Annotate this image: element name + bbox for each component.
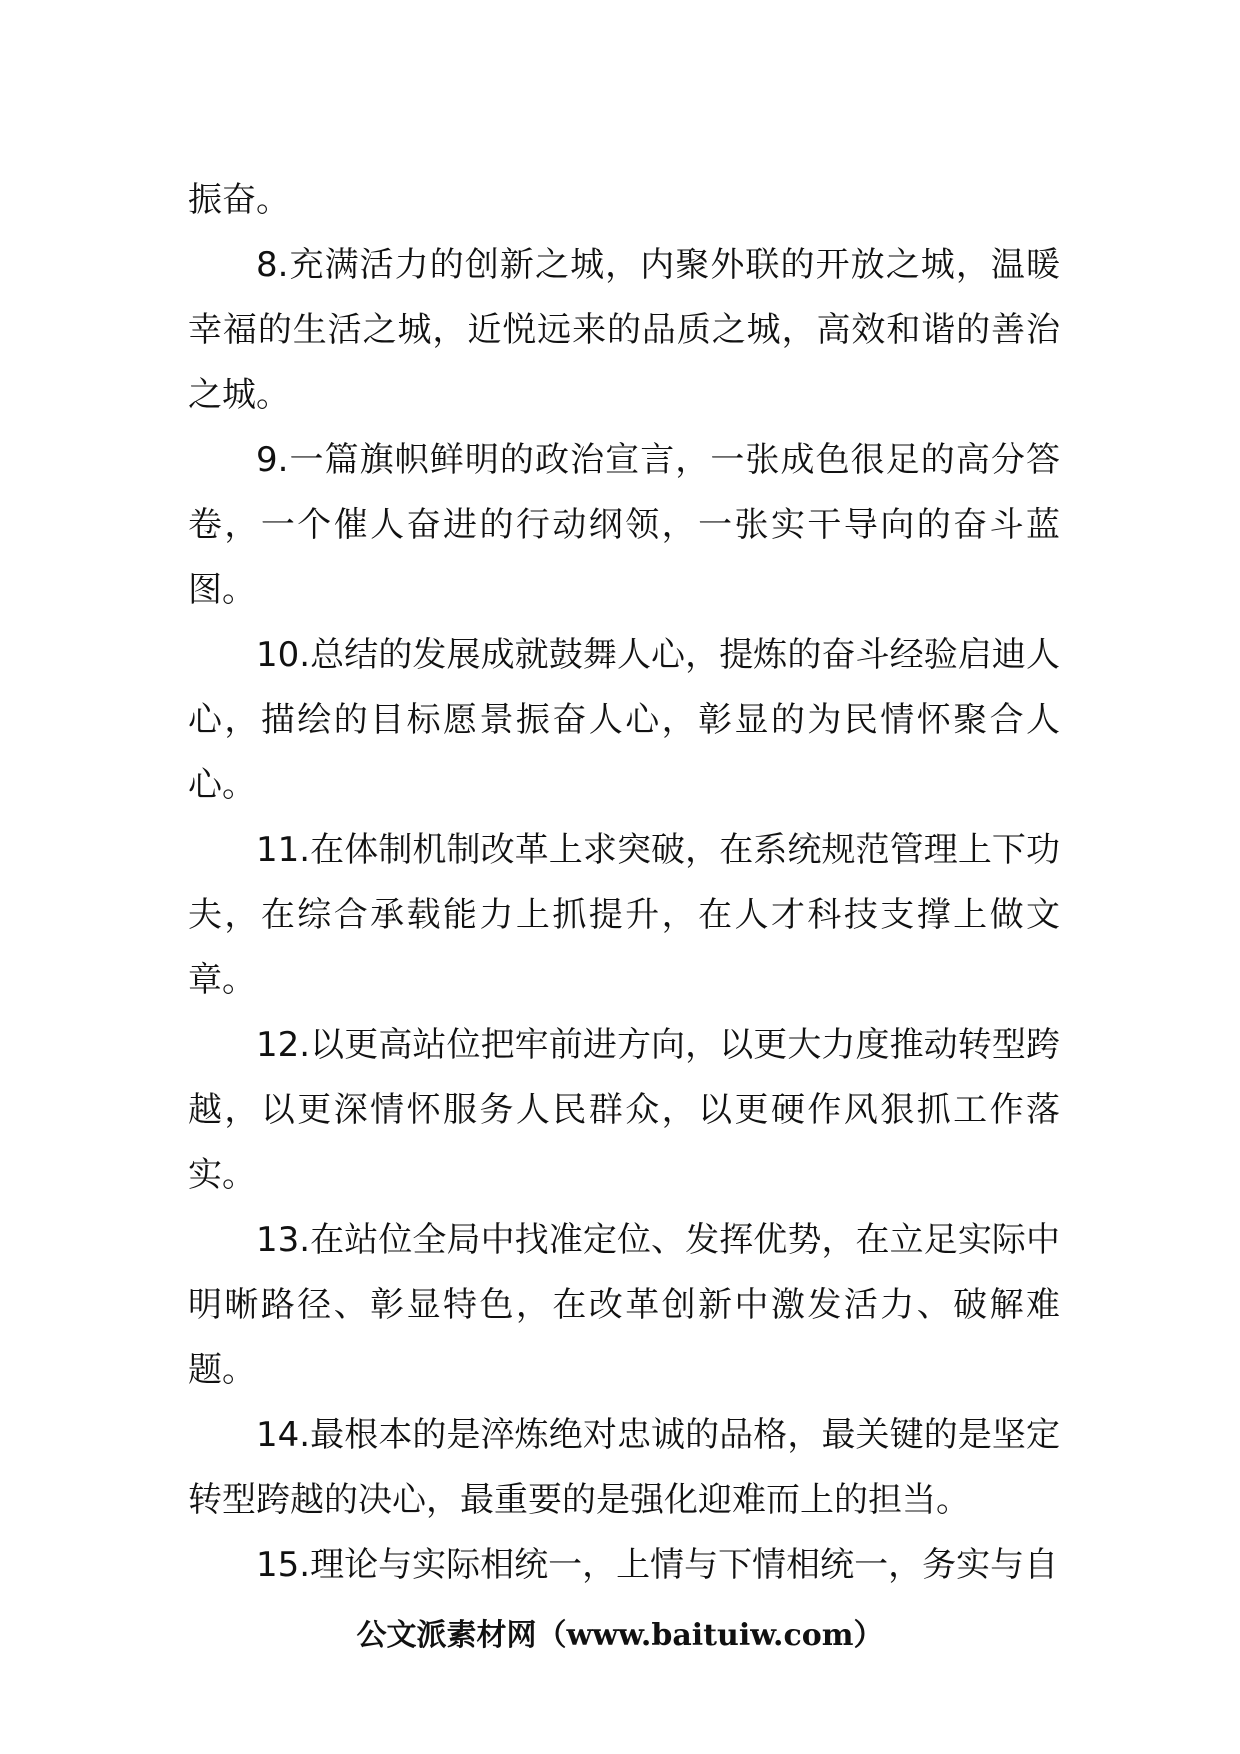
paragraph-continuation: 振奋。 [188, 180, 290, 220]
paragraph-item-13: 13.在站位全局中找准定位、发挥优势，在立足实际中明晰路径、彰显特色，在改革创新中激发活力、破解难题。 [188, 1220, 1060, 1390]
paragraph-item-9: 9.一篇旗帜鲜明的政治宣言，一张成色很足的高分答卷，一个催人奋进的行动纲领，一张实干导向的奋斗蓝图。 [188, 440, 1060, 610]
paragraph-item-10: 10.总结的发展成就鼓舞人心，提炼的奋斗经验启迪人心，描绘的目标愿景振奋人心，彰显的为民情怀聚合人心。 [188, 635, 1060, 805]
paragraph-item-8: 8.充满活力的创新之城，内聚外联的开放之城，温暖幸福的生活之城，近悦远来的品质之城，高效和谐的善治之城。 [188, 245, 1060, 415]
footer-watermark: 公文派素材网（www.baituiw.com） [356, 1618, 884, 1653]
paragraph-item-14: 14.最根本的是淬炼绝对忠诚的品格，最关键的是坚定转型跨越的决心，最重要的是强化迎难而上的担当。 [188, 1415, 1060, 1520]
paragraph-item-12: 12.以更高站位把牢前进方向，以更大力度推动转型跨越，以更深情怀服务人民群众，以更硬作风狠抓工作落实。 [188, 1025, 1060, 1195]
paragraph-item-11: 11.在体制机制改革上求突破，在系统规范管理上下功夫，在综合承载能力上抓提升，在人才科技支撑上做文章。 [188, 830, 1060, 1000]
paragraph-item-15: 15.理论与实际相统一，上情与下情相统一，务实与自 [256, 1545, 1059, 1585]
document-body [188, 168, 1060, 1598]
